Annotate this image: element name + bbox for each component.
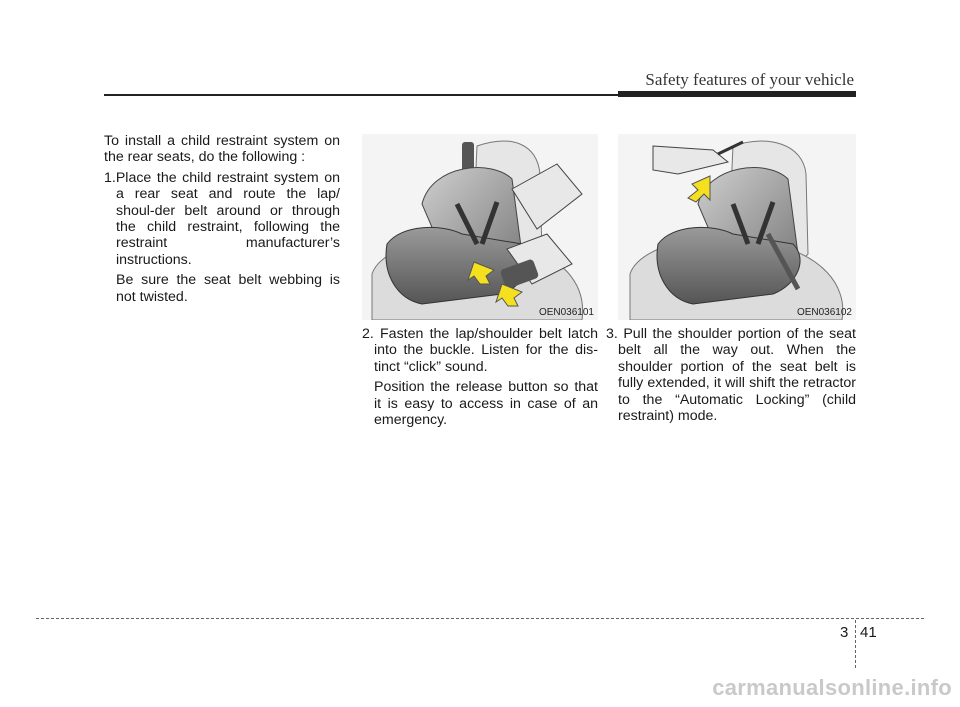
header-rule-accent — [618, 91, 856, 97]
step-1-text: 1.Place the child restraint system on a rear seat and route the lap/ shoul-der belt around or through the child restraint, following the restraint manufacturer’s instructions. — [104, 169, 340, 268]
footer-rule — [36, 618, 924, 619]
step-2-text: 2. Fasten the lap/shoulder belt latch into the buckle. Listen for the dis-tinct “click” sound. — [362, 326, 598, 375]
step-2-note: Position the release button so that it is easy to access in case of an emergency. — [374, 379, 598, 429]
section-number: 3 — [840, 624, 849, 641]
step-1-note: Be sure the seat belt webbing is not twisted. — [116, 272, 340, 305]
figure-code: OEN036102 — [796, 307, 852, 318]
column-3 — [606, 326, 856, 424]
watermark: carmanualsonline.info — [712, 675, 952, 700]
intro-paragraph: To install a child restraint system on the rear seats, do the following : — [104, 133, 340, 166]
footer-divider — [855, 620, 856, 668]
child-seat-illustration — [362, 134, 598, 320]
figure-code: OEN036101 — [538, 307, 594, 318]
figure-pull-belt — [618, 134, 856, 320]
step-3-text: 3. Pull the shoulder portion of the seat belt all the way out. When the shoulder portion of the seat belt is fully extended, it will shift the retractor to the “Automatic Locking” (child restraint) mode. — [606, 326, 856, 425]
column-1 — [104, 133, 340, 305]
child-seat-illustration — [618, 134, 856, 320]
section-title: Safety features of your vehicle — [645, 70, 854, 89]
column-2 — [362, 326, 598, 428]
figure-fasten-buckle — [362, 134, 598, 320]
page-number: 41 — [860, 624, 877, 641]
